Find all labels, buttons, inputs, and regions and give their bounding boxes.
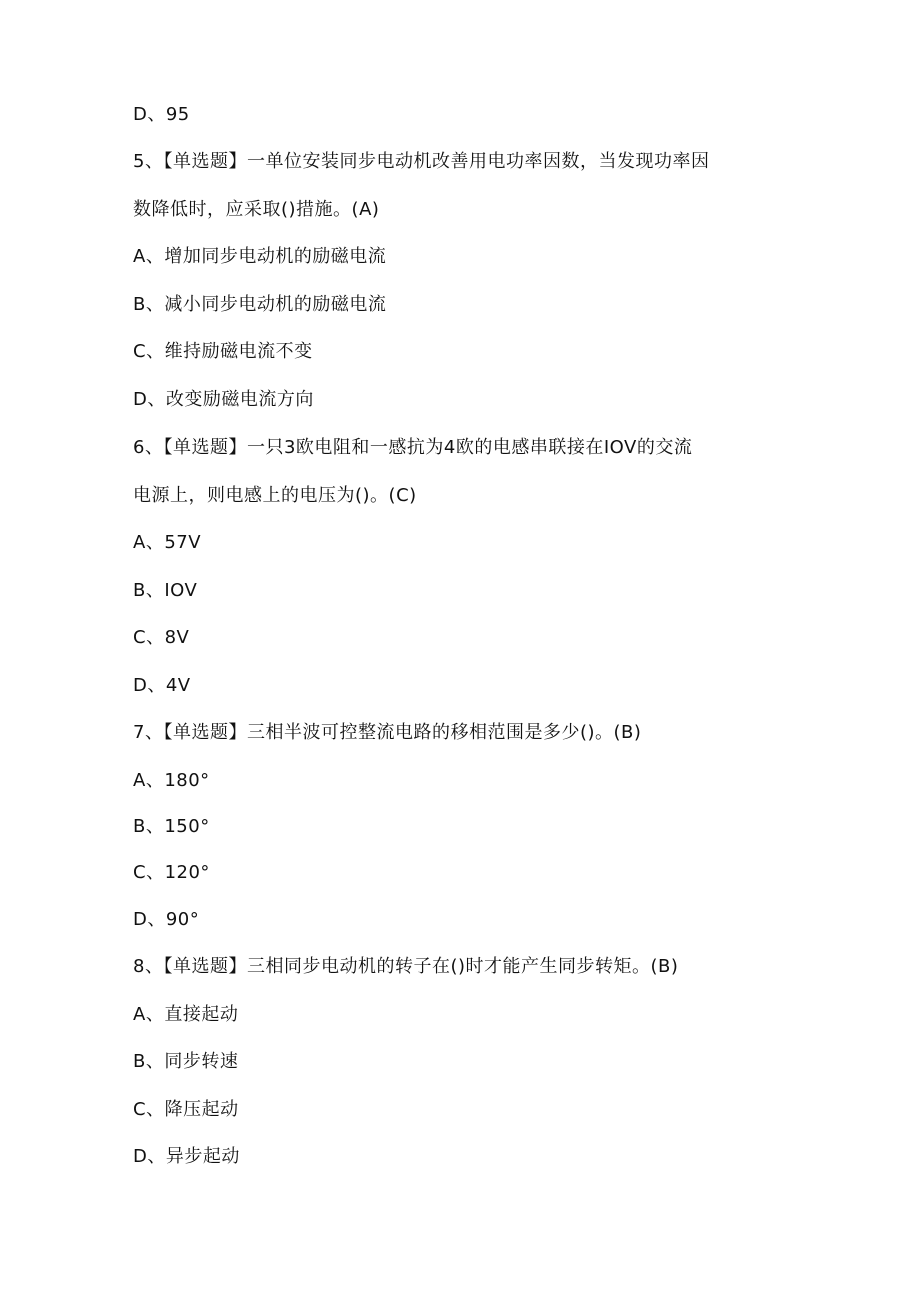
question-5-text-cont: 数降低时，应采取()措施。(A) [133,199,380,220]
option-c-q5: C、维持励磁电流不变 [133,341,313,362]
option-c-q6: C、8V [133,627,190,648]
option-c-q7: C、120° [133,862,210,883]
option-a-q6: A、57V [133,532,202,553]
option-b-q5: B、减小同步电动机的励磁电流 [133,294,387,315]
option-d-q5: D、改变励磁电流方向 [133,389,314,410]
option-d-q7: D、90° [133,909,200,930]
question-6-text: 6、【单选题】一只3欧电阻和一感抗为4欧的电感串联接在IOV的交流 [133,437,693,458]
option-a-q7: A、180° [133,770,210,791]
question-7-text: 7、【单选题】三相半波可控整流电路的移相范围是多少()。(B) [133,722,642,743]
question-5-text: 5、【单选题】一单位安装同步电动机改善用电功率因数，当发现功率因 [133,151,710,172]
option-d-q4: D、95 [133,104,190,125]
option-c-q8: C、降压起动 [133,1099,239,1120]
option-a-q8: A、直接起动 [133,1004,239,1025]
option-d-q8: D、异步起动 [133,1146,240,1167]
option-d-q6: D、4V [133,675,191,696]
question-8-text: 8、【单选题】三相同步电动机的转子在()时才能产生同步转矩。(B) [133,956,679,977]
option-b-q7: B、150° [133,816,210,837]
option-b-q8: B、同步转速 [133,1051,239,1072]
question-6-text-cont: 电源上，则电感上的电压为()。(C) [133,485,417,506]
option-a-q5: A、增加同步电动机的励磁电流 [133,246,387,267]
option-b-q6: B、IOV [133,580,198,601]
